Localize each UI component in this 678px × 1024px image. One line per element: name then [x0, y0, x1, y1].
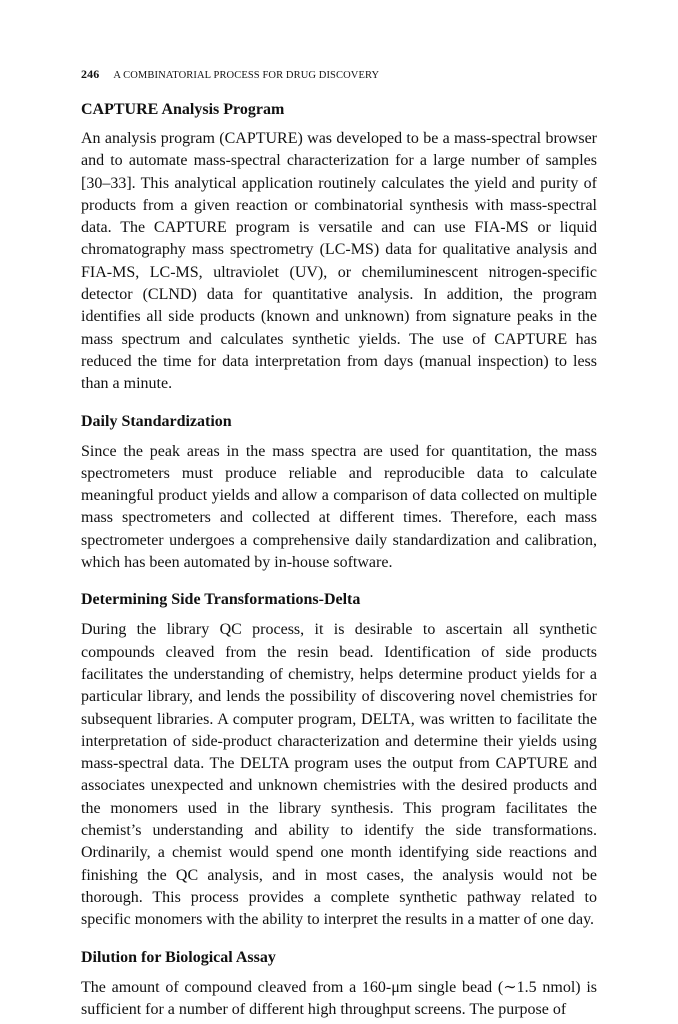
section-side-transformations	[81, 589, 597, 931]
section-paragraph: An analysis program (CAPTURE) was developed to be a mass-spectral browser and to automate mass-spectral characterization for a large number of samples [30–33]. This analytical application routinely calculates the yield and purity of products from a given reaction or combinatorial synthesis with mass-spectral data. The CAPTURE program is versatile and can use FIA-MS or liquid chromatography mass spectrometry (LC-MS) data for qualitative analysis and FIA-MS, LC-MS, ultraviolet (UV), or chemiluminescent nitrogen-specific detector (CLND) data for quantitative analysis. In addition, the program identifies all side products (known and unknown) from signature peaks in the mass spectrum and calculates synthetic yields. The use of CAPTURE has reduced the time for data interpretation from days (manual inspection) to less than a minute.	[81, 130, 597, 393]
section-capture-analysis	[81, 99, 597, 396]
running-title: A COMBINATORIAL PROCESS FOR DRUG DISCOVERY	[113, 70, 380, 81]
section-dilution-assay	[81, 947, 597, 1022]
section-paragraph: Since the peak areas in the mass spectra are used for quantitation, the mass spectrometers must produce reliable and reproducible data to calculate meaningful product yields and allow a comparison of data collected on multiple mass spectrometers and collected at different times. Therefore, each mass spectrometer undergoes a comprehensive daily standardization and calibration, which has been automated by in-house software.	[81, 442, 597, 572]
section-heading: Daily Standardization	[81, 412, 232, 430]
document-page	[81, 64, 597, 1021]
section-heading: Dilution for Biological Assay	[81, 948, 276, 966]
running-header	[81, 64, 597, 84]
section-heading: CAPTURE Analysis Program	[81, 101, 285, 118]
section-daily-standardization	[81, 411, 597, 575]
section-paragraph: During the library QC process, it is desirable to ascertain all synthetic compounds cleaved from the resin bead. Identification of side products facilitates the understanding of chemistry, helps determine product yields for a particular library, and lends the possibility of discovering novel chemistries for subsequent libraries. A computer program, DELTA, was written to facilitate the interpretation of side-product characterization and determine their yields using mass-spectral data. The DELTA program uses the output from CAPTURE and associates unexpected and unknown chemistries with the desired products and the monomers used in the library synthesis. This program facilitates the chemist’s understanding and ability to identify the side transformations. Ordinarily, a chemist would spend one month identifying side reactions and finishing the QC analysis, and in most cases, the analysis would not be thorough. This process provides a complete synthetic pathway related to specific monomers with the ability to interpret the results in a matter of one day.	[81, 621, 597, 929]
section-paragraph: The amount of compound cleaved from a 160-μm single bead (∼1.5 nmol) is sufficient for a number of different high throughput screens. The purpose of	[81, 978, 597, 1018]
page-number: 246	[81, 67, 100, 81]
section-heading: Determining Side Transformations-Delta	[81, 591, 361, 609]
